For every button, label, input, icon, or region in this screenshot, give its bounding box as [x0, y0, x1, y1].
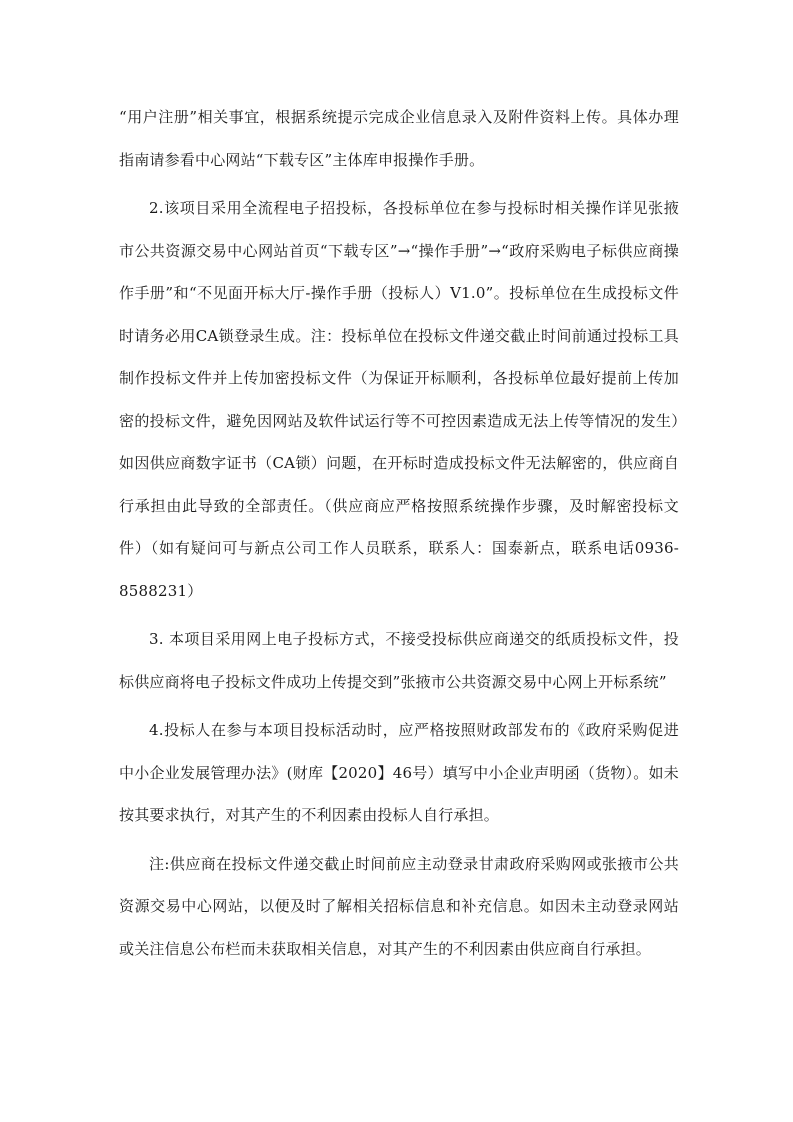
paragraph-item-4-sme-policy: 4.投标人在参与本项目投标活动时，应严格按照财政部发布的《政府采购促进中小企业发展管理办法》(财库【2020】46号）填写中小企业声明函（货物）。如未按其要求执行，对其产生的不利因素由投标人自行承担。: [119, 721, 679, 824]
document-body: [119, 96, 679, 976]
paragraph-registration-continuation: “用户注册”相关事宜，根据系统提示完成企业信息录入及附件资料上传。具体办理指南请参看中心网站“下载专区”主体库申报操作手册。: [119, 108, 679, 169]
paragraph-item-2-electronic-bidding: 2.该项目采用全流程电子招投标，各投标单位在参与投标时相关操作详见张掖市公共资源交易中心网站首页“下载专区”→“操作手册”→“政府采购电子标供应商操作手册”和“不见面开标大厅-操作手册（投标人）V1.0”。投标单位在生成投标文件时请务必用CA锁登录生成。注：投标单位在投标文件递交截止时间前通过投标工具制作投标文件并上传加密投标文件（为保证开标顺利，各投标单位最好提前上传加密的投标文件，避免因网站及软件试运行等不可控因素造成无法上传等情况的发生）如因供应商数字证书（CA锁）问题，在开标时造成投标文件无法解密的，供应商自行承担由此导致的全部责任。（供应商应严格按照系统操作步骤，及时解密投标文件）（如有疑问可与新点公司工作人员联系，联系人：国泰新点，联系电话0936-8588231）: [119, 199, 679, 600]
paragraph-item-3-online-bidding: 3. 本项目采用网上电子投标方式，不接受投标供应商递交的纸质投标文件，投标供应商将电子投标文件成功上传提交到”张掖市公共资源交易中心网上开标系统”: [119, 630, 679, 691]
paragraph-note: 注:供应商在投标文件递交截止时间前应主动登录甘肃政府采购网或张掖市公共资源交易中心网站，以便及时了解相关招标信息和补充信息。如因未主动登录网站或关注信息公布栏而未获取相关信息，对其产生的不利因素由供应商自行承担。: [119, 854, 679, 958]
